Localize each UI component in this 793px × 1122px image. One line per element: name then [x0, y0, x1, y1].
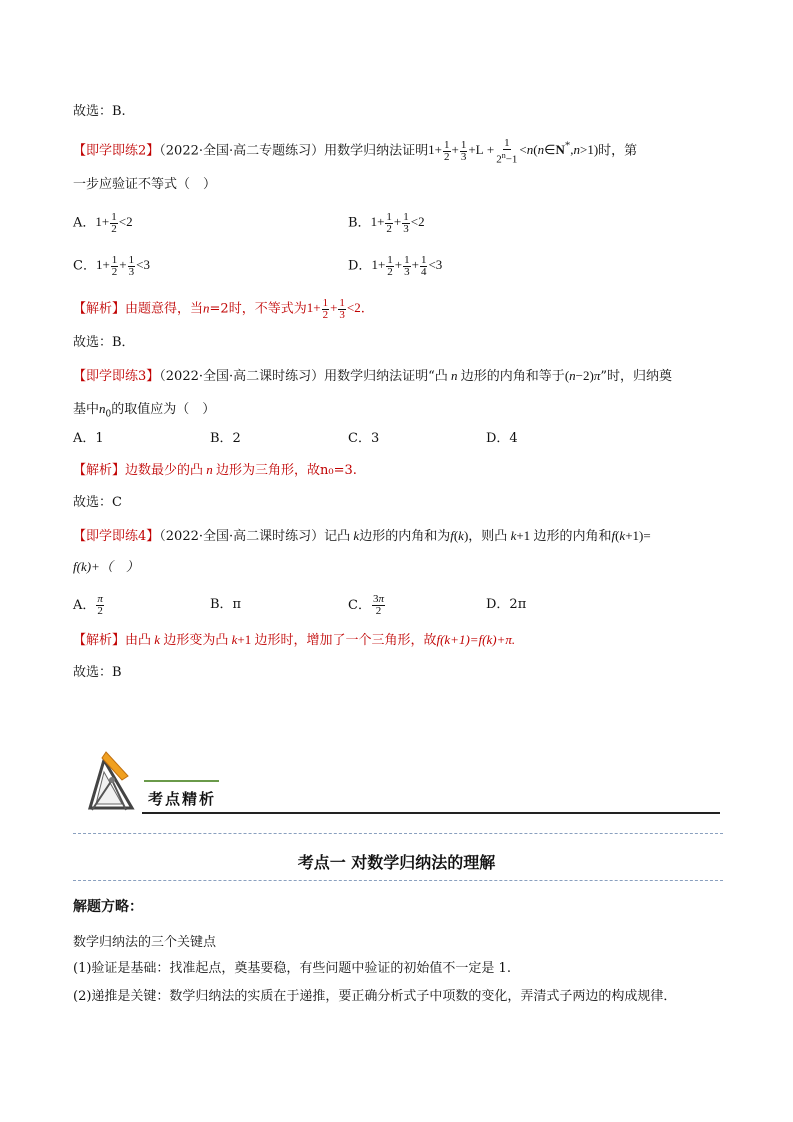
q2-analysis: 【解析】由题意得，当n=2时，不等式为1+ $\frac{1}{2}$ + $\frac{1}{3}$ <2. — [73, 297, 365, 321]
q4-text2: 边形的内角和为 — [359, 529, 451, 544]
q3-tag: 【即学即练3】 — [73, 369, 160, 384]
section-banner — [82, 750, 722, 820]
section-intro: 数学归纳法的三个关键点 — [73, 935, 217, 950]
q2-analysis-text2: 时，不等式为 — [228, 301, 307, 317]
q3-analysis: 【解析】边数最少的凸 n 边形为三角形，故n₀=3. — [73, 462, 357, 478]
q2-option-b: B．1+ $\frac{1}{2}$ + $\frac{1}{3}$ <2 — [348, 211, 425, 235]
answer-line — [73, 103, 126, 121]
q2-option-d-label: D． — [348, 258, 372, 274]
q2-formula: 1+ $\frac{1}{2}$ + $\frac{1}{3}$ +L + $\frac{1}{2^n-1}$ <n(n∈N*,n>1) — [428, 136, 599, 166]
q4-text: 记凸 — [324, 529, 351, 544]
q3-analysis-text: 边数最少的凸 — [125, 463, 204, 478]
q3-option-a — [73, 430, 104, 448]
q3-option-c — [348, 430, 379, 448]
q4-text3: ，则凸 — [468, 529, 508, 544]
q2-option-c: C．1+ $\frac{1}{2}$ + $\frac{1}{3}$ <3 — [73, 254, 150, 278]
q3-line2b: 的取值应为（ ） — [111, 402, 216, 417]
q3-stem: 【即学即练3】（2022·全国·高二课时练习）用数学归纳法证明“凸 n 边形的内角和等于(n−2)π”时，归纳奠 — [73, 368, 672, 384]
q2-tag: 【即学即练2】 — [73, 143, 160, 159]
q4-analysis-text2: 边形变为凸 — [163, 633, 229, 648]
q3-text2: 边形的内角和等于 — [460, 369, 565, 384]
q3-option-a-text: A．1 — [73, 431, 104, 446]
q4-option-b — [210, 596, 241, 614]
q3-option-b-text: B．2 — [210, 431, 241, 446]
q3-option-c-text: C．3 — [348, 431, 380, 446]
q2-analysis-tag: 【解析】 — [73, 301, 126, 317]
q2-line2: 一步应验证不等式（ ） — [73, 177, 217, 192]
section-title: 考点一 对数学归纳法的理解 — [297, 853, 496, 872]
q4-option-c-label: C． — [348, 598, 371, 613]
q4-analysis: 【解析】由凸 k 边形变为凸 k+1 边形时，增加了一个三角形，故f(k+1)=f(k)+π. — [73, 632, 516, 648]
q4-stem: 【即学即练4】（2022·全国·高二课时练习）记凸 k边形的内角和为f(k)，则凸 k+1 边形的内角和f(k+1)= — [73, 528, 651, 544]
q2-stem — [73, 137, 637, 165]
q3-analysis-text2: 边形为三角形，故 — [216, 463, 321, 478]
q3-analysis-text3: n₀=3. — [320, 463, 357, 478]
q4-answer-text: 故选：B — [73, 665, 122, 680]
q4-option-d — [486, 596, 526, 614]
q3-stem-line2: 基中$n_0$的取值应为（ ） — [73, 401, 216, 420]
q2-text: 用数学归纳法证明 — [324, 143, 429, 159]
banner-top-rule — [144, 780, 219, 782]
q4-source: （2022·全国·高二课时练习） — [159, 529, 325, 544]
q4-option-c: C． $\frac{3\pi}{2}$ — [348, 593, 384, 617]
q4-answer — [73, 664, 122, 682]
q4-analysis-tag: 【解析】 — [73, 633, 126, 648]
q3-source: （2022·全国·高二课时练习） — [159, 369, 325, 384]
q2-option-a: A．1+ $\frac{1}{2}$ <2 — [73, 211, 133, 235]
answer-text: 故选：B. — [73, 104, 126, 119]
q3-option-d — [486, 430, 518, 448]
q4-line2: f(k)+（ ） — [73, 559, 139, 574]
q2-analysis-text: 由题意得，当 — [125, 301, 204, 317]
q3-text: 用数学归纳法证明“凸 — [324, 369, 448, 384]
q4-option-a-label: A． — [73, 598, 96, 613]
q2-option-b-label: B． — [348, 215, 371, 231]
q4-option-a: A． $\frac{\pi}{2}$ — [73, 593, 103, 617]
q2-answer — [73, 334, 135, 352]
q4-analysis-formula: f(k+1)=f(k)+π. — [436, 632, 516, 647]
banner-bottom-rule — [142, 812, 720, 814]
q3-text3: ”时，归纳奠 — [600, 369, 672, 384]
q4-text4: 边形的内角和 — [533, 529, 612, 544]
q2-option-d: D．1+ $\frac{1}{2}$ + $\frac{1}{3}$ + $\frac{1}{4}$ <3 — [348, 254, 443, 278]
q3-answer — [73, 494, 122, 512]
dashed-divider-top — [73, 833, 723, 834]
q3-answer-text: 故选：C — [73, 495, 122, 510]
section-point-1: (1)验证是基础：找准起点，奠基要稳，有些问题中验证的初始值不一定是 1. — [73, 961, 511, 976]
section-point-2: (2)递推是关键：数学归纳法的实质在于递推，要正确分析式子中项数的变化，弄清式子两边的构成规律． — [73, 989, 677, 1004]
q3-option-d-text: D．4 — [486, 431, 518, 446]
q2-answer-text: 故选：B． — [73, 335, 135, 350]
q4-tag: 【即学即练4】 — [73, 529, 160, 544]
q2-option-c-label: C． — [73, 258, 96, 274]
q2-formula-tail: 时，第 — [598, 143, 638, 159]
q2-stem-line2 — [73, 176, 216, 194]
q4-option-d-text: D．2π — [486, 597, 527, 612]
q2-source: （2022·全国·高二专题练习） — [159, 143, 325, 159]
q4-analysis-text3: 边形时，增加了一个三角形，故 — [254, 633, 437, 648]
banner-label: 考点精析 — [148, 790, 217, 808]
q4-analysis-text: 由凸 — [125, 633, 152, 648]
dashed-divider-bottom — [73, 880, 723, 881]
method-label: 解题方略： — [73, 899, 143, 915]
q3-line2a: 基中 — [73, 402, 100, 417]
q3-analysis-tag: 【解析】 — [73, 463, 126, 478]
q4-option-b-text: B．π — [210, 597, 242, 612]
ruler-compass-icon — [82, 750, 142, 814]
q4-stem-line2 — [73, 558, 139, 577]
q2-option-a-label: A． — [73, 215, 96, 231]
q3-option-b — [210, 430, 241, 448]
